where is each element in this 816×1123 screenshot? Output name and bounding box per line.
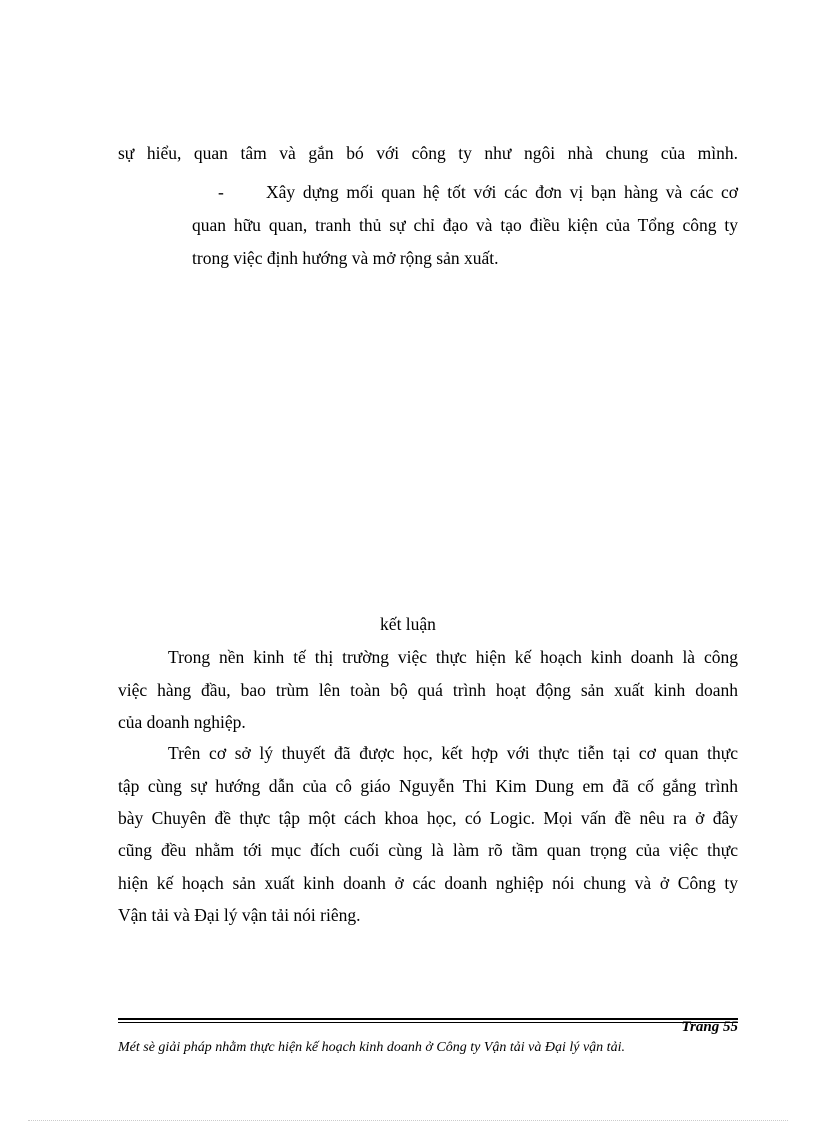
paragraph-line: tập cùng sự hướng dẫn của cô giáo Nguyễn Thi Kim Dung em đã cố gắng trình bbox=[118, 776, 738, 796]
paragraph-line: cũng đều nhằm tới mục đích cuối cùng là làm rõ tầm quan trọng của việc thực bbox=[118, 840, 738, 860]
footer-rule-thick bbox=[118, 1018, 738, 1020]
bullet-text-line: Xây dựng mối quan hệ tốt với các đơn vị bạn hàng và các cơ bbox=[266, 182, 738, 202]
paragraph-line: của doanh nghiệp. bbox=[118, 712, 246, 732]
body-text-line: sự hiểu, quan tâm và gắn bó với công ty như ngôi nhà chung của mình. bbox=[118, 143, 738, 163]
page-number: Trang 55 bbox=[681, 1019, 738, 1035]
bullet-text-line: trong việc định hướng và mở rộng sản xuất. bbox=[192, 248, 499, 268]
paragraph-line: Trong nền kinh tế thị trường việc thực hiện kế hoạch kinh doanh là công bbox=[168, 647, 738, 667]
paragraph-line: bày Chuyên đề thực tập một cách khoa học, có Logic. Mọi vấn đề nêu ra ở đây bbox=[118, 808, 738, 828]
paragraph-line: hiện kế hoạch sản xuất kinh doanh ở các doanh nghiệp nói chung và ở Công ty bbox=[118, 873, 738, 893]
paragraph-line: Vận tải và Đại lý vận tải nói riêng. bbox=[118, 905, 361, 925]
bullet-text-line: quan hữu quan, tranh thủ sự chỉ đạo và tạo điều kiện của Tổng công ty bbox=[192, 215, 738, 235]
footer-rule-thin bbox=[118, 1022, 738, 1023]
conclusion-heading: kết luận bbox=[380, 614, 436, 634]
bullet-dash: - bbox=[218, 182, 224, 202]
paragraph-line: việc hàng đầu, bao trùm lên toàn bộ quá trình hoạt động sản xuất kinh doanh bbox=[118, 680, 738, 700]
paragraph-line: Trên cơ sở lý thuyết đã được học, kết hợp với thực tiễn tại cơ quan thực bbox=[168, 743, 738, 763]
page-bottom-divider bbox=[28, 1120, 788, 1121]
footer-title: Mét sè giải pháp nhằm thực hiện kế hoạch kinh doanh ở Công ty Vận tải và Đại lý vận tải. bbox=[118, 1040, 625, 1055]
